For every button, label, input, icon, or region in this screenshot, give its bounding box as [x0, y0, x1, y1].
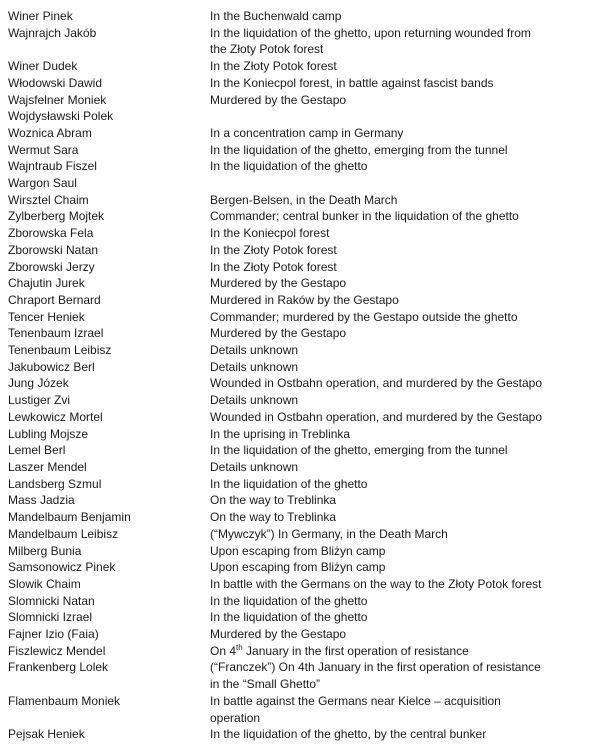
fate-line: Murdered by the Gestapo: [210, 276, 347, 291]
list-item: [8, 576, 588, 593]
fate-description: [210, 409, 588, 426]
fate-line: In the Złoty Potok forest: [210, 59, 337, 74]
person-name: Landsberg Szmul: [8, 476, 102, 491]
fate-description: [210, 192, 588, 209]
fate-line: In the liquidation of the ghetto: [210, 159, 368, 174]
fate-description: [210, 392, 588, 409]
fate-line: Bergen-Belsen, in the Death March: [210, 192, 398, 207]
fate-description: [210, 526, 588, 543]
fate-description: [210, 275, 588, 292]
list-item: [8, 509, 588, 526]
fate-line: Murdered by the Gestapo: [210, 627, 347, 642]
fate-description: [210, 175, 588, 192]
fate-line: In the Koniecpol forest: [210, 226, 330, 241]
fate-description: [210, 208, 588, 225]
list-item: [8, 459, 588, 476]
fate-description: [210, 225, 588, 242]
fate-description: [210, 309, 588, 326]
person-name: Tenenbaum Leibisz: [8, 343, 112, 358]
list-item: [8, 125, 588, 142]
person-name: Mass Jadzia: [8, 493, 75, 508]
list-item: [8, 242, 588, 259]
fate-line: in the “Small Ghetto”: [210, 677, 321, 692]
person-name: Fajner Izio (Faia): [8, 627, 99, 642]
fate-line: [210, 108, 588, 125]
list-item: [8, 609, 588, 626]
fate-line: In the Złoty Potok forest: [210, 259, 337, 274]
list-item: [8, 593, 588, 610]
list-item: [8, 659, 588, 692]
person-name: Lubling Mojsze: [8, 426, 89, 441]
fate-line: In the liquidation of the ghetto: [210, 610, 368, 625]
fate-description: [210, 643, 588, 660]
fate-line: Details unknown: [210, 359, 299, 374]
person-name: Lewkowicz Mortel: [8, 409, 103, 424]
person-name: Mandelbaum Benjamin: [8, 510, 131, 525]
list-item: [8, 175, 588, 192]
casualty-list: [8, 8, 588, 743]
list-item: [8, 158, 588, 175]
fate-description: [210, 576, 588, 593]
fate-description: [210, 8, 588, 25]
fate-line: In the liquidation of the ghetto: [210, 593, 368, 608]
fate-description: [210, 242, 588, 259]
fate-line: [210, 643, 588, 660]
fate-description: [210, 459, 588, 476]
person-name: Lemel Berl: [8, 443, 66, 458]
fate-description: [210, 509, 588, 526]
fate-line: In the liquidation of the ghetto, emerging from the tunnel: [210, 142, 508, 157]
fate-description: [210, 693, 588, 726]
fate-description: [210, 492, 588, 509]
list-item: [8, 58, 588, 75]
person-name: Zborowska Fela: [8, 226, 94, 241]
list-item: [8, 409, 588, 426]
person-name: Wajnrajch Jakób: [8, 25, 97, 40]
fate-line: Details unknown: [210, 343, 299, 358]
fate-description: [210, 426, 588, 443]
fate-line: In the liquidation of the ghetto: [210, 476, 368, 491]
fate-line: In the liquidation of the ghetto, upon returning wounded from: [210, 25, 531, 40]
person-name: Samsonowicz Pinek: [8, 560, 116, 575]
fate-description: [210, 626, 588, 643]
fate-line: Details unknown: [210, 393, 299, 408]
fate-description: [210, 593, 588, 610]
person-name: Fiszlewicz Mendel: [8, 643, 106, 658]
person-name: Jung Józek: [8, 376, 69, 391]
fate-line: In the Buchenwald camp: [210, 9, 342, 23]
list-item: [8, 643, 588, 660]
fate-line: (“Mywczyk”) In Germany, in the Death March: [210, 526, 448, 541]
fate-description: [210, 142, 588, 159]
fate-text: January in the first operation of resistance: [242, 643, 469, 658]
person-name: Laszer Mendel: [8, 459, 87, 474]
list-item: [8, 208, 588, 225]
list-item: [8, 342, 588, 359]
list-item: [8, 25, 588, 58]
person-name: Flamenbaum Moniek: [8, 693, 121, 708]
fate-description: [210, 375, 588, 392]
person-name: Chajutin Jurek: [8, 276, 85, 291]
person-name: Chraport Bernard: [8, 292, 101, 307]
fate-line: Murdered in Raków by the Gestapo: [210, 292, 399, 307]
fate-line: In the Koniecpol forest, in battle against fascist bands: [210, 75, 494, 90]
fate-description: [210, 259, 588, 276]
fate-line: On the way to Treblinka: [210, 510, 337, 525]
list-item: [8, 693, 588, 726]
list-item: [8, 108, 588, 125]
fate-line: (“Franczek”) On 4th January in the first operation of resistance: [210, 660, 541, 675]
fate-line: Wounded in Ostbahn operation, and murdered by the Gestapo: [210, 409, 542, 424]
list-item: [8, 442, 588, 459]
person-name: Frankenberg Lolek: [8, 660, 109, 675]
list-item: [8, 142, 588, 159]
fate-line: In the uprising in Treblinka: [210, 426, 351, 441]
person-name: Wajsfelner Moniek: [8, 92, 107, 107]
fate-line: Murdered by the Gestapo: [210, 92, 347, 107]
list-item: [8, 75, 588, 92]
list-item: [8, 225, 588, 242]
list-item: [8, 325, 588, 342]
fate-description: [210, 559, 588, 576]
person-name: Lustiger Zvi: [8, 393, 71, 408]
fate-line: Details unknown: [210, 459, 299, 474]
person-name: Włodowski Dawid: [8, 75, 103, 90]
fate-description: [210, 659, 588, 692]
fate-line: Commander; central bunker in the liquidation of the ghetto: [210, 209, 519, 224]
list-item: [8, 192, 588, 209]
person-name: Slowik Chaim: [8, 576, 81, 591]
fate-line: In the liquidation of the ghetto, by the central bunker: [210, 727, 487, 742]
fate-line: In battle against the Germans near Kielce – acquisition: [210, 693, 501, 708]
list-item: [8, 626, 588, 643]
fate-description: [210, 58, 588, 75]
fate-description: [210, 359, 588, 376]
list-item: [8, 292, 588, 309]
list-item: [8, 526, 588, 543]
person-name: Jakubowicz Berl: [8, 359, 95, 374]
fate-description: [210, 726, 588, 743]
person-name: Tenenbaum Izrael: [8, 326, 104, 341]
list-item: [8, 375, 588, 392]
fate-line: [210, 175, 588, 192]
list-item: [8, 309, 588, 326]
fate-description: [210, 92, 588, 109]
fate-line: operation: [210, 710, 261, 725]
person-name: Milberg Bunia: [8, 543, 82, 558]
list-item: [8, 426, 588, 443]
fate-line: the Złoty Potok forest: [210, 42, 324, 57]
person-name: Wargon Saul: [8, 176, 77, 191]
fate-description: [210, 75, 588, 92]
list-item: [8, 726, 588, 743]
fate-description: [210, 543, 588, 560]
list-item: [8, 259, 588, 276]
fate-line: In the Złoty Potok forest: [210, 242, 337, 257]
fate-text: On 4: [210, 643, 237, 658]
fate-description: [210, 25, 588, 58]
list-item: [8, 275, 588, 292]
person-name: Zylberberg Mojtek: [8, 209, 105, 224]
person-name: Slomnicki Izrael: [8, 610, 93, 625]
fate-line: On the way to Treblinka: [210, 493, 337, 508]
list-item: [8, 8, 588, 25]
fate-line: Commander; murdered by the Gestapo outside the ghetto: [210, 309, 518, 324]
person-name: Mandelbaum Leibisz: [8, 526, 119, 541]
fate-line: In a concentration camp in Germany: [210, 125, 404, 140]
fate-description: [210, 476, 588, 493]
person-name: Zborowski Natan: [8, 242, 99, 257]
fate-description: [210, 609, 588, 626]
fate-line: In the liquidation of the ghetto, emerging from the tunnel: [210, 443, 508, 458]
person-name: Wajntraub Fiszel: [8, 159, 97, 174]
fate-description: [210, 342, 588, 359]
person-name: Wermut Sara: [8, 142, 79, 157]
fate-line: Murdered by the Gestapo: [210, 326, 347, 341]
person-name: Zborowski Jerzy: [8, 259, 95, 274]
fate-line: Wounded in Ostbahn operation, and murdered by the Gestapo: [210, 376, 542, 391]
list-item: [8, 92, 588, 109]
list-item: [8, 476, 588, 493]
list-item: [8, 543, 588, 560]
fate-line: Upon escaping from Bliżyn camp: [210, 543, 386, 558]
list-item: [8, 492, 588, 509]
person-name: Pejsak Heniek: [8, 727, 85, 742]
person-name: Slomnicki Natan: [8, 593, 95, 608]
fate-description: [210, 125, 588, 142]
person-name: Wojdysławski Polek: [8, 109, 114, 124]
fate-description: [210, 108, 588, 125]
person-name: Woznica Abram: [8, 125, 92, 140]
list-item: [8, 392, 588, 409]
fate-line: Upon escaping from Bliżyn camp: [210, 560, 386, 575]
fate-description: [210, 442, 588, 459]
person-name: Wirsztel Chaim: [8, 192, 89, 207]
fate-description: [210, 292, 588, 309]
fate-description: [210, 158, 588, 175]
ordinal-suffix: th: [236, 642, 243, 652]
fate-line: In battle with the Germans on the way to the Złoty Potok forest: [210, 576, 542, 591]
person-name: Winer Pinek: [8, 9, 73, 23]
list-item: [8, 559, 588, 576]
fate-description: [210, 325, 588, 342]
list-item: [8, 359, 588, 376]
person-name: Tencer Heniek: [8, 309, 85, 324]
person-name: Winer Dudek: [8, 59, 78, 74]
